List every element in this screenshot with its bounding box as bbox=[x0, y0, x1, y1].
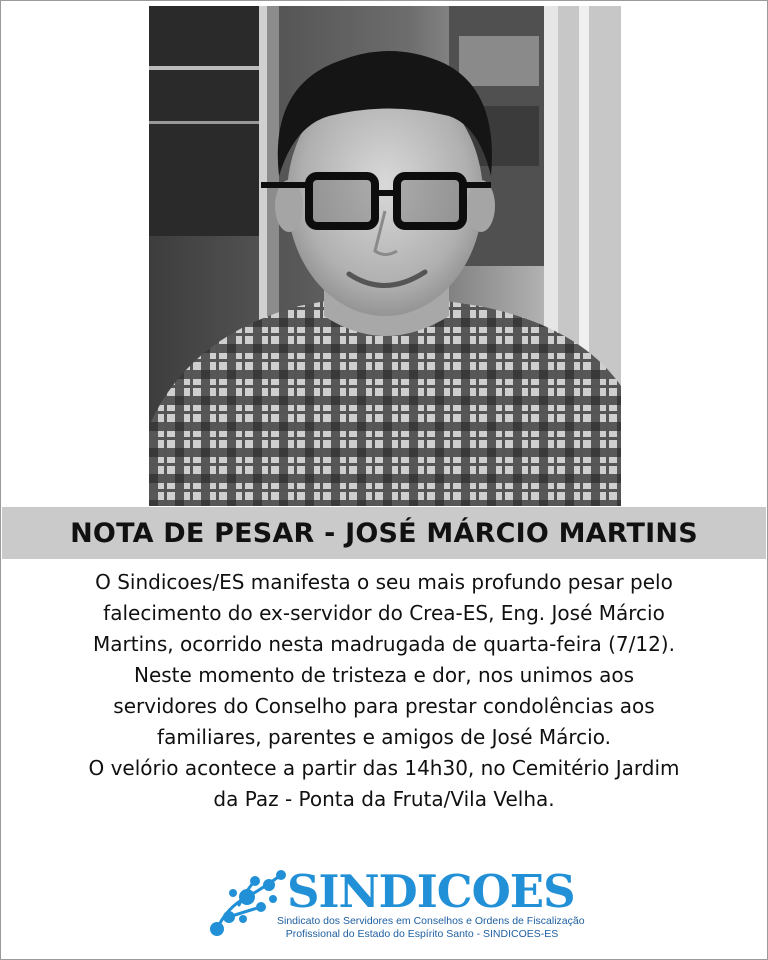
portrait-photo-grayscale bbox=[149, 6, 621, 506]
page-title: NOTA DE PESAR - JOSÉ MÁRCIO MARTINS bbox=[70, 517, 698, 549]
message-line: O velório acontece a partir das 14h30, no Cemitério Jardim bbox=[88, 756, 680, 780]
portrait-photo bbox=[149, 6, 621, 506]
condolence-message bbox=[21, 567, 747, 815]
logo-wordmark: SINDICOES bbox=[287, 865, 575, 918]
title-bar bbox=[2, 507, 766, 559]
network-dots-icon bbox=[207, 867, 287, 939]
message-line: Neste momento de tristeza e dor, nos unimos aos bbox=[134, 663, 634, 687]
message-line: da Paz - Ponta da Fruta/Vila Velha. bbox=[213, 787, 555, 811]
logo-subtitle bbox=[277, 915, 585, 941]
logo-subtitle-line: Sindicato dos Servidores em Conselhos e Ordens de Fiscalização bbox=[277, 915, 585, 927]
logo-subtitle-line: Profissional do Estado do Espírito Santo - SINDICOES-ES bbox=[285, 928, 559, 940]
message-line: servidores do Conselho para prestar condolências aos bbox=[113, 694, 655, 718]
message-line: familiares, parentes e amigos de José Márcio. bbox=[157, 725, 611, 749]
message-line: O Sindicoes/ES manifesta o seu mais profundo pesar pelo bbox=[95, 570, 673, 594]
message-line: Martins, ocorrido nesta madrugada de quarta-feira (7/12). bbox=[93, 632, 675, 656]
message-line: falecimento do ex-servidor do Crea-ES, Eng. José Márcio bbox=[103, 601, 665, 625]
sindicoes-logo bbox=[207, 865, 585, 947]
